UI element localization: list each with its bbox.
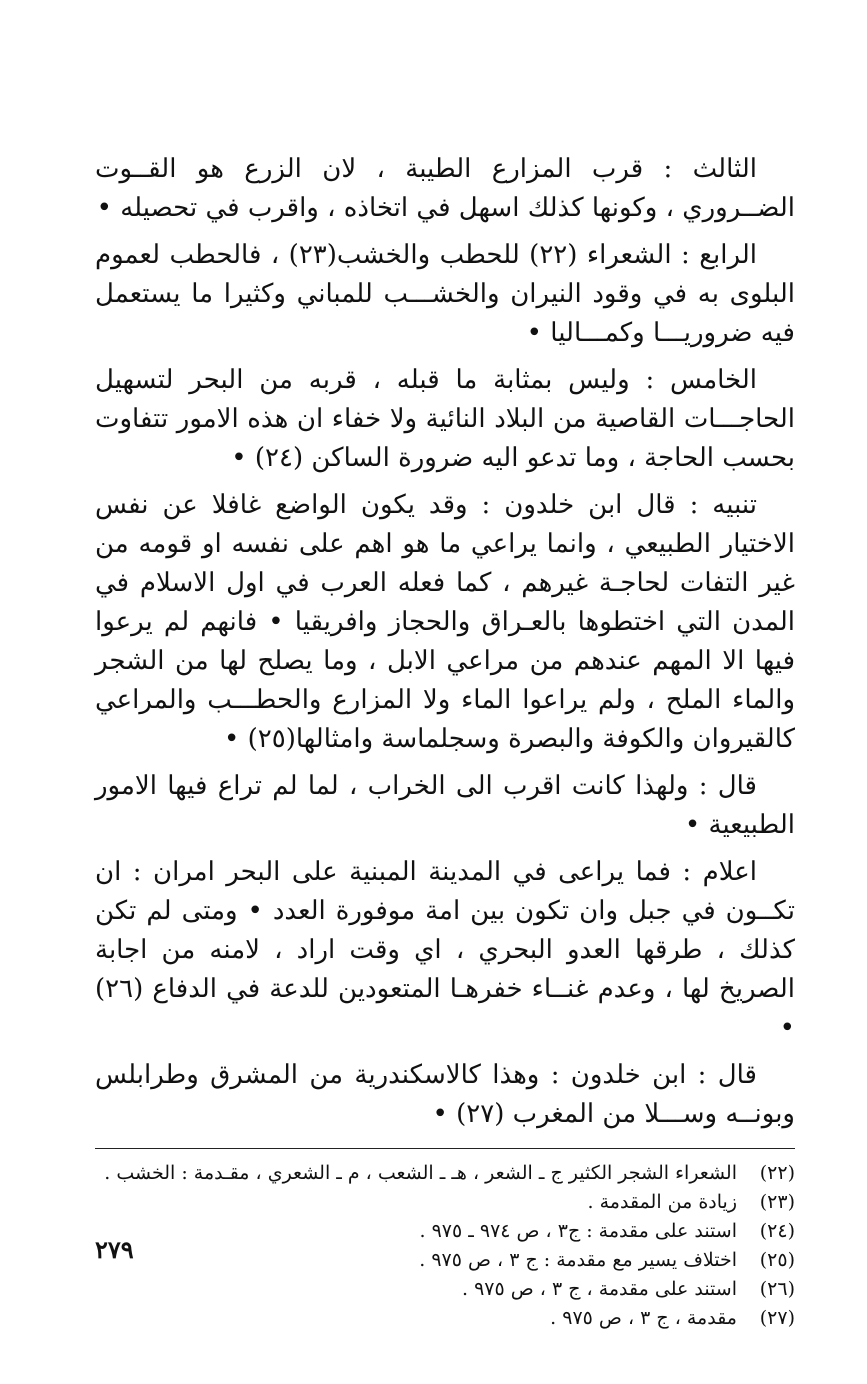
footnote-number: (٢٥): [759, 1249, 795, 1271]
footnote-item: [95, 1159, 795, 1188]
footnote-text: زيادة من المقدمة .: [587, 1191, 737, 1213]
paragraph-announcement: اعلام : فما يراعى في المدينة المبنية على البحر امران : ان تكــون في جبل وان تكون بين امة موفورة العدد • ومتى لم تكن كذلك ، طرقها العدو البحري ، اي وقت اراد ، لامنه من اجابة الصريخ لها ، وعدم غنــاء خفرهـا المتعودين للدعة في الدفاع (٢٦) •: [95, 857, 795, 1043]
footnote-number: (٢٢): [759, 1162, 795, 1184]
footnote-divider: [95, 1148, 795, 1149]
page-number: ٢٧٩: [95, 1235, 134, 1264]
footnote-item: [95, 1246, 795, 1275]
footnote-item: [95, 1275, 795, 1304]
paragraph-third: الثالث : قرب المزارع الطيبة ، لان الزرع هو القــوت الضــروري ، وكونها كذلك اسهل في اتخاذه ، واقرب في تحصيله •: [95, 154, 795, 223]
footnote-text: الشعراء الشجر الكثير ج ـ الشعر ، هـ ـ الشعب ، م ـ الشعري ، مقـدمة : الخشب .: [104, 1162, 737, 1184]
paragraph-fourth: الرابع : الشعراء (٢٢) للحطب والخشب(٢٣) ، فالحطب لعموم البلوى به في وقود النيران والخشـــب للمباني وكثيرا ما يستعمل فيه ضروريـــا وكمـــاليا •: [95, 240, 795, 348]
footnote-number: (٢٤): [759, 1220, 795, 1242]
footnote-number: (٢٧): [759, 1307, 795, 1329]
footnote-item: [95, 1304, 795, 1333]
body-text: [95, 150, 795, 1134]
paragraph-said: قال : ولهذا كانت اقرب الى الخراب ، لما لم تراع فيها الامور الطبيعية •: [95, 771, 795, 840]
paragraph-fifth: الخامس : وليس بمثابة ما قبله ، قربه من البحر لتسهيل الحاجـــات القاصية من البلاد النائية ولا خفاء ان هذه الامور تتفاوت بحسب الحاجة ، وما تدعو اليه ضرورة الساكن (٢٤) •: [95, 365, 795, 473]
paragraph-notice: تنبيه : قال ابن خلدون : وقد يكون الواضع غافلا عن نفس الاختيار الطبيعي ، وانما يراعي ما هو اهم على نفسه او قومه من غير التفات لحاجـة غيرهم ، كما فعله العرب في اول الاسلام في المدن التي اختطوها بالعـراق والحجاز وافريقيا • فانهم لم يرعوا فيها الا المهم عندهم من مراعي الابل ، وما يصلح لها من الشجر والماء الملح ، ولم يراعوا الماء ولا المزارع والحطـــب والمراعي كالقيروان والكوفة والبصرة وسجلماسة وامثالها(٢٥) •: [95, 490, 795, 754]
footnote-item: [95, 1217, 795, 1246]
footnote-text: اختلاف يسير مع مقدمة : ج ٣ ، ص ٩٧٥ .: [419, 1249, 737, 1271]
footnote-number: (٢٣): [759, 1191, 795, 1213]
footnote-number: (٢٦): [759, 1278, 795, 1300]
paragraph-ibn-khaldun: قال : ابن خلدون : وهذا كالاسكندرية من المشرق وطرابلس وبونــه وســـلا من المغرب (٢٧) •: [95, 1060, 795, 1129]
footnote-text: مقدمة ، ج ٣ ، ص ٩٧٥ .: [550, 1307, 737, 1329]
book-page: [95, 150, 795, 1329]
footnote-item: [95, 1188, 795, 1217]
footnotes: [95, 1159, 795, 1333]
footnote-text: استند على مقدمة : ج٣ ، ص ٩٧٤ ـ ٩٧٥ .: [419, 1220, 737, 1242]
footnote-text: استند على مقدمة ، ج ٣ ، ص ٩٧٥ .: [462, 1278, 737, 1300]
